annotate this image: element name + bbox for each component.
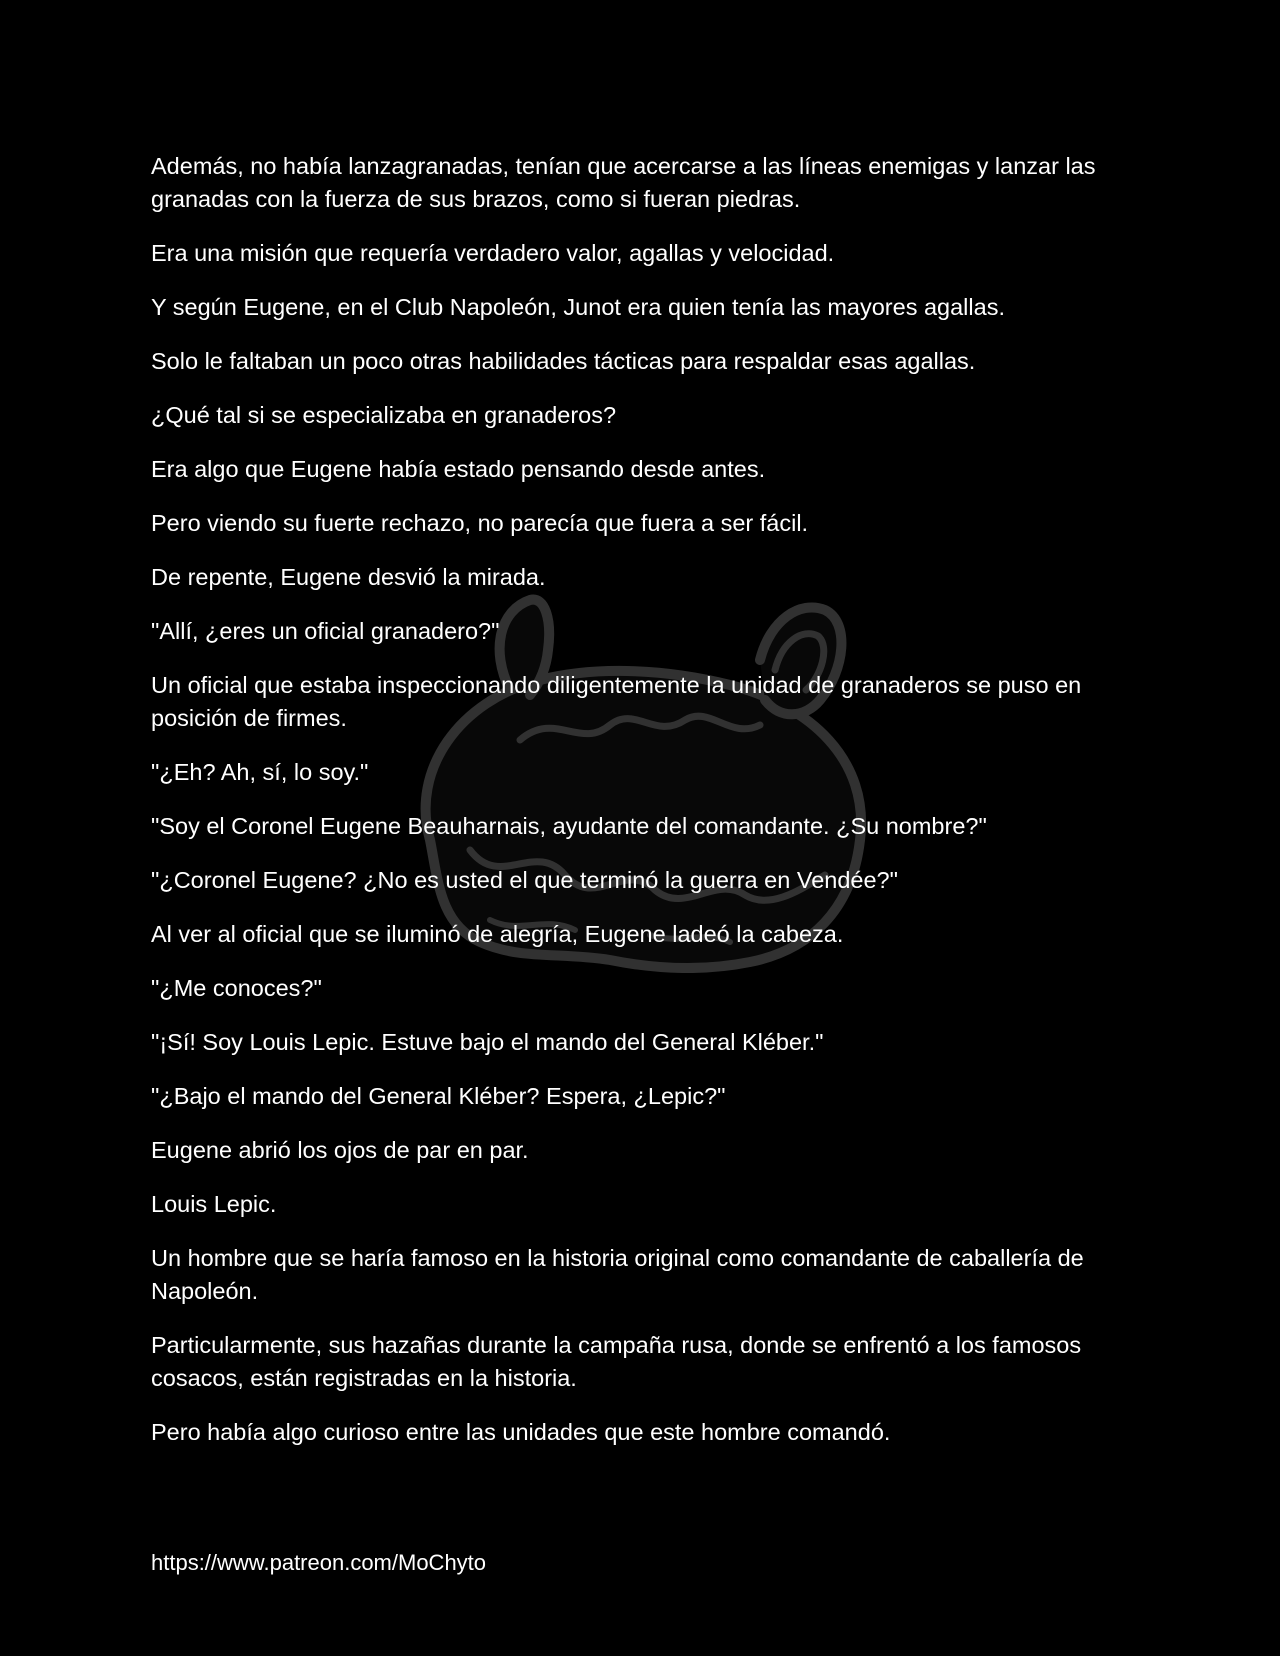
paragraph: Era algo que Eugene había estado pensando desde antes.: [151, 456, 766, 482]
paragraph: Eugene abrió los ojos de par en par.: [151, 1137, 529, 1163]
paragraph: Y según Eugene, en el Club Napoleón, Junot era quien tenía las mayores agallas.: [151, 294, 1005, 320]
paragraph: Louis Lepic.: [151, 1191, 277, 1217]
paragraph: Un oficial que estaba inspeccionando diligentemente la unidad de granaderos se puso en posición de firmes.: [151, 672, 1082, 731]
paragraph: Pero había algo curioso entre las unidades que este hombre comandó.: [151, 1419, 891, 1445]
paragraph: "¡Sí! Soy Louis Lepic. Estuve bajo el mando del General Kléber.": [151, 1029, 824, 1055]
paragraph: Al ver al oficial que se iluminó de alegría, Eugene ladeó la cabeza.: [151, 921, 844, 947]
paragraph: Solo le faltaban un poco otras habilidades tácticas para respaldar esas agallas.: [151, 348, 976, 374]
paragraph: ¿Qué tal si se especializaba en granaderos?: [151, 402, 617, 428]
document-body: [151, 150, 1136, 1470]
paragraph: Un hombre que se haría famoso en la historia original como comandante de caballería de Napoleón.: [151, 1245, 1084, 1304]
paragraph: "Allí, ¿eres un oficial granadero?": [151, 618, 500, 644]
paragraph: Además, no había lanzagranadas, tenían que acercarse a las líneas enemigas y lanzar las granadas con la fuerza de sus brazos, como si fueran piedras.: [151, 153, 1096, 212]
paragraph: "¿Me conoces?": [151, 975, 322, 1001]
paragraph: De repente, Eugene desvió la mirada.: [151, 564, 546, 590]
paragraph: Era una misión que requería verdadero valor, agallas y velocidad.: [151, 240, 835, 266]
patreon-link[interactable]: https://www.patreon.com/MoChyto: [151, 1550, 487, 1575]
paragraph: "Soy el Coronel Eugene Beauharnais, ayudante del comandante. ¿Su nombre?": [151, 813, 987, 839]
paragraph: "¿Bajo el mando del General Kléber? Espera, ¿Lepic?": [151, 1083, 726, 1109]
paragraph: "¿Coronel Eugene? ¿No es usted el que terminó la guerra en Vendée?": [151, 867, 898, 893]
paragraph: Particularmente, sus hazañas durante la campaña rusa, donde se enfrentó a los famosos cosacos, están registradas en la historia.: [151, 1332, 1082, 1391]
paragraph: "¿Eh? Ah, sí, lo soy.": [151, 759, 369, 785]
paragraph: Pero viendo su fuerte rechazo, no parecía que fuera a ser fácil.: [151, 510, 809, 536]
